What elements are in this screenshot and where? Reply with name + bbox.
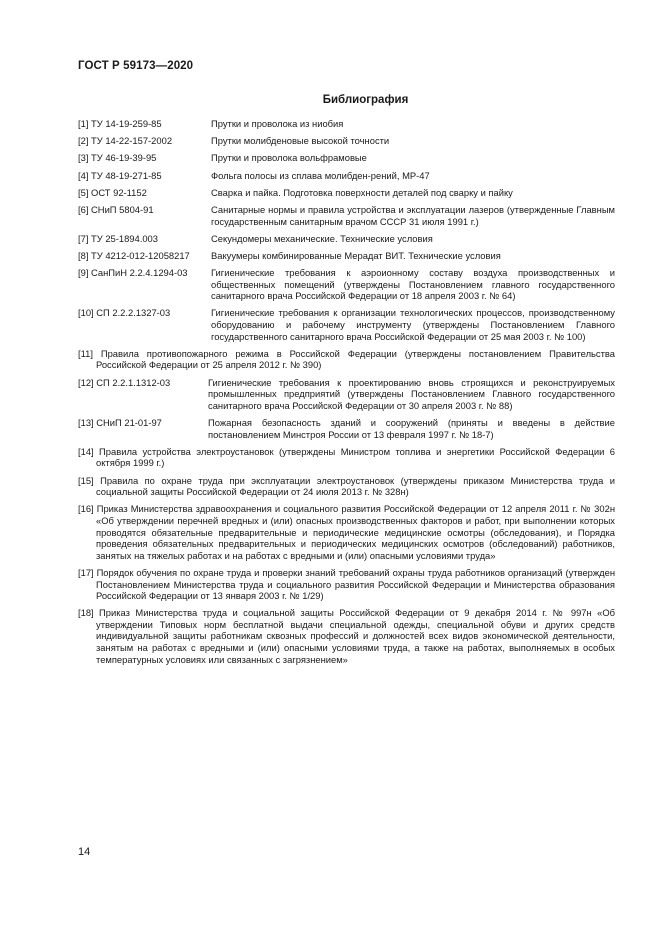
bibliography-heading: Библиография <box>322 94 409 106</box>
entry-description: Сварка и пайка. Подготовка поверхности деталей под сварку и пайку <box>211 186 513 198</box>
bibliography-entry <box>78 204 615 227</box>
bibliography-entry: [14] Правила устройства электроустановок (утверждены Министром топлива и энергетики Российской Федерации 6 октября 1999 г.) <box>78 445 615 469</box>
entry-reference: [12] СП 2.2.1.1312-03 <box>78 376 171 388</box>
entry-reference: [2] ТУ 14-22-157-2002 <box>78 135 173 147</box>
bibliography-entry <box>78 417 615 440</box>
bibliography-entry <box>78 267 615 302</box>
bibliography-list <box>78 118 615 671</box>
entry-reference: [1] ТУ 14-19-259-85 <box>78 118 162 129</box>
entry-description: Пожарная безопасность зданий и сооружений (приняты и введены в действие постановлением Минстроя России от 13 февраля 1997 г. № 18-7) <box>208 417 615 440</box>
bibliography-entry <box>78 118 615 130</box>
bibliography-entry <box>78 135 615 147</box>
entry-reference: [4] ТУ 48-19-271-85 <box>78 169 162 181</box>
entry-description: Гигиенические требования к организации технологических процессов, производственному оборудованию и рабочему инструменту (утверждены Постановлением Главного государственного санитарного врача Российской Федерации от 25 мая 2003 г. № 100) <box>211 307 615 342</box>
entry-description: Вакуумеры комбинированные Мерадат ВИТ. Технические условия <box>211 249 501 261</box>
bibliography-entry <box>78 233 615 245</box>
entry-reference: [9] СанПиН 2.2.4.1294-03 <box>78 267 188 279</box>
bibliography-entry <box>78 250 615 262</box>
entry-reference: [3] ТУ 46-19-39-95 <box>78 152 157 164</box>
entry-description: Секундомеры механические. Технические условия <box>211 232 433 244</box>
bibliography-entry: [16] Приказ Министерства здравоохранения и социального развития Российской Федерации от 12 апреля 2011 г. № 302н «Об утверждении перечней вредных и (или) опасных производственных факторов и работ, при выполнении которых проводятся обязательные предварительные и периодические медицинские осмотры (обследования), и Порядка проведения обязательных предварительных и периодических медицинских осмотров (обследований) работников, занятых на тяжелых работах и на работах с вредными и (или) опасными условиями труда» <box>78 503 615 561</box>
bibliography-entry <box>78 152 615 164</box>
entry-description: Гигиенические требования к аэроионному составу воздуха производственных и общественных помещений (утверждены Постановлением главного государственного санитарного врача Российской Федерации от 18 апреля 2003 г. № 64) <box>211 267 615 302</box>
bibliography-entry <box>78 170 615 182</box>
entry-description: Фольга полосы из сплава молибден-рений, МР-47 <box>211 169 430 181</box>
entry-reference: [8] ТУ 4212-012-12058217 <box>78 249 190 261</box>
bibliography-entry <box>78 307 615 342</box>
entry-description: Санитарные нормы и правила устройства и эксплуатации лазеров (утвержденные Главным государственным санитарным врачом СССР 31 июля 1991 г.) <box>211 203 615 227</box>
entry-reference: [10] СП 2.2.2.1327-03 <box>78 307 171 319</box>
entry-reference: [5] ОСТ 92-1152 <box>78 186 147 198</box>
entry-description: Прутки молибденовые высокой точности <box>211 135 390 147</box>
entry-description: Прутки и проволока из ниобия <box>211 118 344 129</box>
entry-reference: [13] СНиП 21-01-97 <box>78 417 162 428</box>
page-number: 14 <box>78 846 91 858</box>
entry-reference: [6] СНиП 5804-91 <box>78 203 154 215</box>
bibliography-entry: [17] Порядок обучения по охране труда и проверки знаний требований охраны труда работников организаций (утвержден Постановлением Министерства труда и социального развития Российской Федерации и Министерства образования Российской Федерации от 13 января 2003 г. № 1/29) <box>78 566 615 602</box>
bibliography-entry: [18] Приказ Министерства труда и социальной защиты Российской Федерации от 9 декабря 2014 г. № 997н «Об утверждении Типовых норм бесплатной выдачи специальной одежды, специальной обуви и других средств индивидуальной защиты работникам сквозных профессий и должностей всех видов экономической деятельности, занятым на работах с вредными и (или) опасными условиями труда, а также на работах, выполняемых в особых температурных условиях или связанных с загрязнением» <box>78 607 615 665</box>
entry-description: Гигиенические требования к проектированию вновь строящихся и реконструируемых промышленных предприятий (утверждены Постановлением Главного государственного санитарного врача Российской Федерации от 30 апреля 2003 г. № 88) <box>208 376 615 411</box>
bibliography-entry: [11] Правила противопожарного режима в Российской Федерации (утверждены постановлением Правительства Российской Федерации от 25 апреля 2012 г. № 390) <box>78 347 615 371</box>
bibliography-entry <box>78 377 615 412</box>
bibliography-entry <box>78 187 615 199</box>
document-header: ГОСТ Р 59173—2020 <box>78 60 194 72</box>
bibliography-entry: [15] Правила по охране труда при эксплуатации электроустановок (утверждены приказом Министерства труда и социальной защиты Российской Федерации от 24 июля 2013 г. № 328н) <box>78 474 615 498</box>
entry-reference: [7] ТУ 25-1894.003 <box>78 232 158 244</box>
entry-description: Прутки и проволока вольфрамовые <box>211 152 367 164</box>
